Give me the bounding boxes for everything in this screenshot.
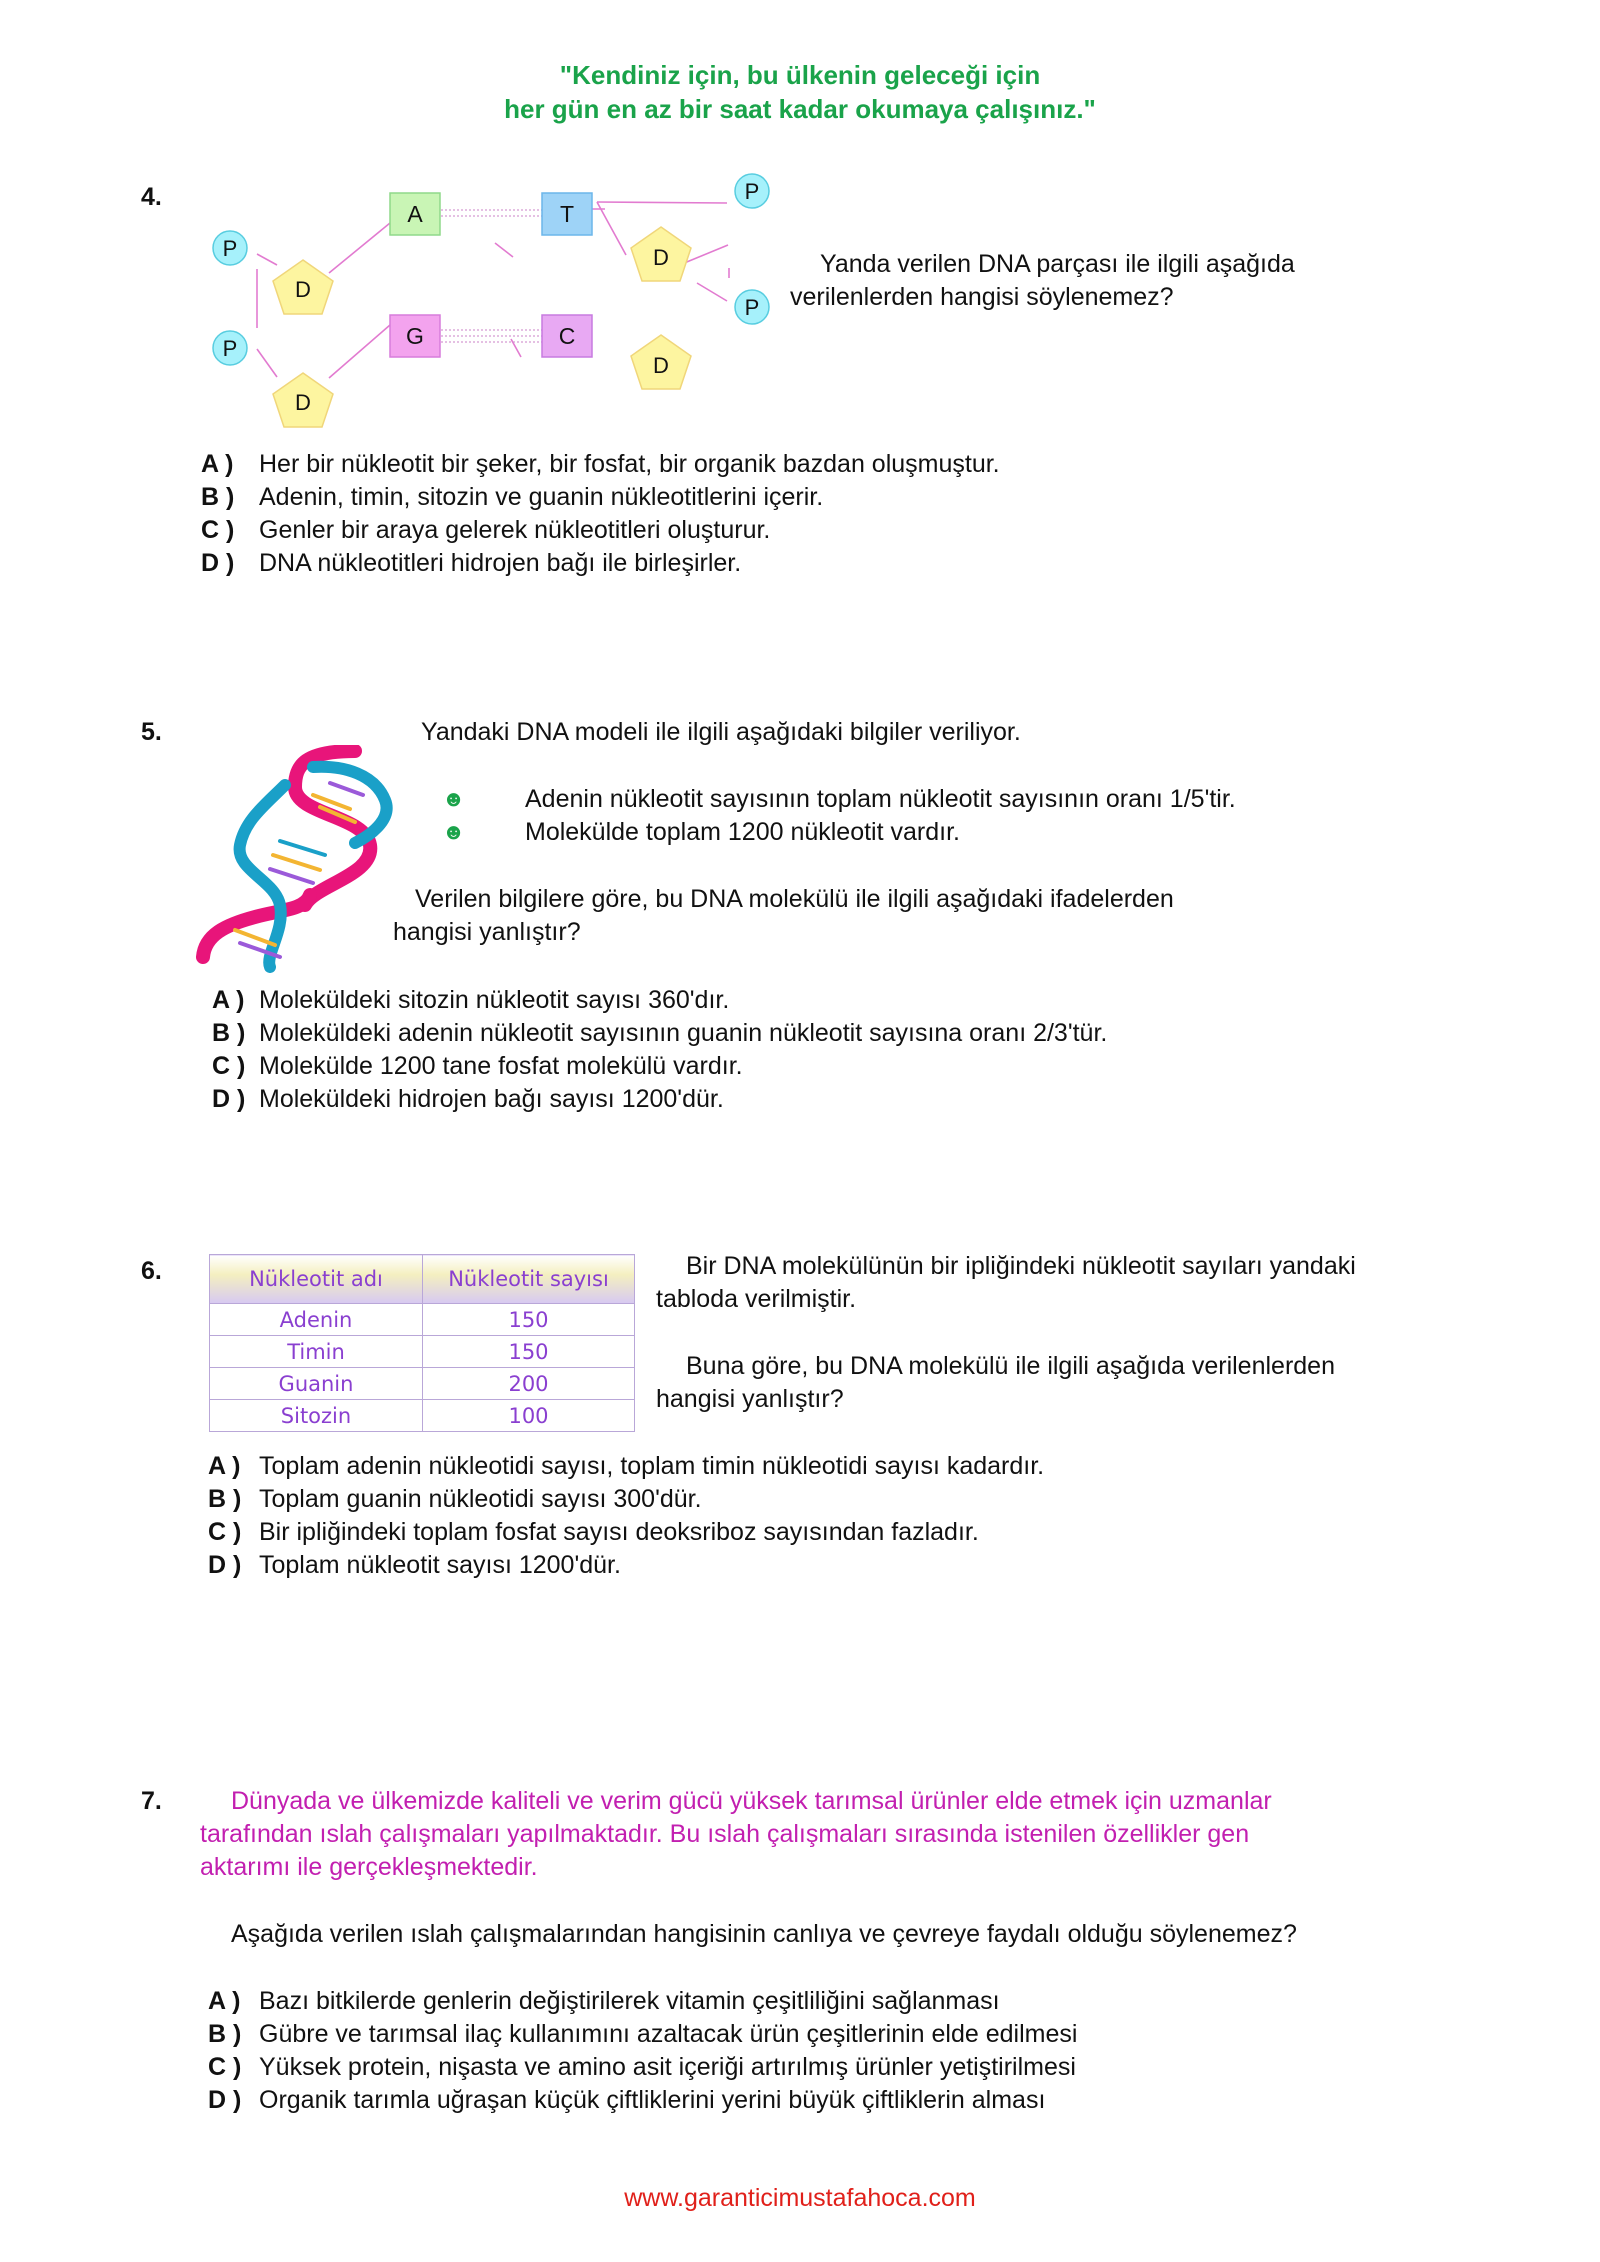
option-d[interactable]: [201, 547, 1000, 580]
question-5-number: 5.: [141, 718, 162, 746]
option-text: Toplam guanin nükleotidi sayısı 300'dür.: [259, 1485, 702, 1513]
phosphate-label: P: [222, 236, 238, 261]
thymine-label: T: [559, 201, 575, 227]
sugar-label: D: [653, 353, 669, 378]
sugar-label: D: [295, 277, 311, 302]
dna-structure-diagram: [195, 165, 795, 440]
question-7-question: Aşağıda verilen ıslah çalışmalarından hangisinin canlıya ve çevreye faydalı olduğu söylenemez?: [231, 1920, 1297, 1948]
option-letter: C ): [208, 2053, 242, 2081]
question-4-stem-line-1: Yanda verilen DNA parçası ile ilgili aşağıda: [820, 250, 1295, 278]
option-a[interactable]: [208, 1450, 1044, 1483]
option-text: Moleküldeki sitozin nükleotit sayısı 360'dır.: [259, 986, 730, 1014]
table-cell: 100: [423, 1400, 635, 1432]
footer-url-link[interactable]: www.garanticimustafahoca.com: [624, 2184, 976, 2212]
question-7-intro-line-2: tarafından ıslah çalışmaları yapılmaktadır. Bu ıslah çalışmaları sırasında istenilen özellikler gen: [200, 1820, 1250, 1848]
phosphate-label: P: [744, 295, 760, 320]
option-letter: C ): [212, 1052, 246, 1080]
option-c[interactable]: [208, 2051, 1077, 2084]
option-d[interactable]: [208, 2084, 1077, 2117]
option-letter: A ): [208, 1452, 241, 1480]
table-row: [210, 1336, 635, 1368]
question-6-options: [208, 1450, 1044, 1582]
question-5-intro: Yandaki DNA modeli ile ilgili aşağıdaki bilgiler veriliyor.: [421, 718, 1021, 746]
adenine-label: A: [407, 201, 423, 227]
sugar-label: D: [295, 390, 311, 415]
option-b[interactable]: [208, 1483, 1044, 1516]
option-text: DNA nükleotitleri hidrojen bağı ile birleşirler.: [259, 549, 742, 577]
option-c[interactable]: [201, 514, 1000, 547]
table-header: Nükleotit sayısı: [423, 1255, 635, 1304]
table-cell: 200: [423, 1368, 635, 1400]
option-letter: C ): [208, 1518, 242, 1546]
question-6-stem-line-2: tabloda verilmiştir.: [656, 1285, 857, 1313]
question-6-question-line-2: hangisi yanlıştır?: [656, 1385, 844, 1413]
motto-line-2: her gün en az bir saat kadar okumaya çalışınız.": [504, 94, 1096, 124]
option-text: Adenin, timin, sitozin ve guanin nükleotitlerini içerir.: [259, 483, 824, 511]
option-a[interactable]: [208, 1985, 1077, 2018]
question-6-question-line-1: Buna göre, bu DNA molekülü ile ilgili aşağıda verilenlerden: [686, 1352, 1335, 1380]
table-cell: Timin: [210, 1336, 423, 1368]
option-d[interactable]: [208, 1549, 1044, 1582]
guanine-label: G: [406, 323, 424, 349]
table-header-row: [210, 1255, 635, 1304]
question-6-stem-line-1: Bir DNA molekülünün bir ipliğindeki nükleotit sayıları yandaki: [686, 1252, 1356, 1280]
option-letter: D ): [208, 2086, 242, 2114]
table-cell: 150: [423, 1304, 635, 1336]
option-text: Molekülde 1200 tane fosfat molekülü vardır.: [259, 1052, 743, 1080]
question-6-number: 6.: [141, 1257, 162, 1285]
bullet-smiley-icon: ☻: [442, 786, 466, 811]
option-c[interactable]: [212, 1050, 1107, 1083]
phosphate-label: P: [222, 336, 238, 361]
option-text: Bir ipliğindeki toplam fosfat sayısı deoksriboz sayısından fazladır.: [259, 1518, 979, 1546]
option-b[interactable]: [201, 481, 1000, 514]
option-letter: D ): [208, 1551, 242, 1579]
table-cell: Sitozin: [210, 1400, 423, 1432]
question-4-number: 4.: [141, 183, 162, 211]
option-text: Bazı bitkilerde genlerin değiştirilerek vitamin çeşitliliğini sağlanması: [259, 1987, 1000, 2015]
dna-helix-illustration: [195, 745, 410, 973]
table-cell: 150: [423, 1336, 635, 1368]
table-row: [210, 1368, 635, 1400]
question-5-question-line-1: Verilen bilgilere göre, bu DNA molekülü ile ilgili aşağıdaki ifadelerden: [415, 885, 1174, 913]
option-letter: D ): [201, 549, 235, 577]
option-b[interactable]: [212, 1017, 1107, 1050]
option-text: Gübre ve tarımsal ilaç kullanımını azaltacak ürün çeşitlerinin elde edilmesi: [259, 2020, 1078, 2048]
option-letter: B ): [212, 1019, 246, 1047]
option-a[interactable]: [201, 448, 1000, 481]
option-letter: B ): [208, 2020, 242, 2048]
question-5-options: [212, 984, 1107, 1116]
option-text: Moleküldeki adenin nükleotit sayısının guanin nükleotit sayısına oranı 2/3'tür.: [259, 1019, 1108, 1047]
option-c[interactable]: [208, 1516, 1044, 1549]
table-cell: Adenin: [210, 1304, 423, 1336]
option-b[interactable]: [208, 2018, 1077, 2051]
option-d[interactable]: [212, 1083, 1107, 1116]
cytosine-label: C: [558, 323, 576, 349]
option-letter: A ): [201, 450, 234, 478]
option-letter: B ): [201, 483, 235, 511]
option-letter: A ): [208, 1987, 241, 2015]
phosphate-label: P: [744, 179, 760, 204]
option-text: Organik tarımla uğraşan küçük çiftliklerini yerini büyük çiftliklerin alması: [259, 2086, 1046, 2114]
table-header: Nükleotit adı: [210, 1255, 423, 1304]
option-text: Moleküldeki hidrojen bağı sayısı 1200'dür.: [259, 1085, 724, 1113]
table-cell: Guanin: [210, 1368, 423, 1400]
question-7-options: [208, 1985, 1077, 2117]
option-text: Toplam nükleotit sayısı 1200'dür.: [259, 1551, 621, 1579]
option-letter: C ): [201, 516, 235, 544]
option-letter: A ): [212, 986, 245, 1014]
table-row: [210, 1400, 635, 1432]
sugar-label: D: [653, 245, 669, 270]
question-7-intro-line-1: Dünyada ve ülkemizde kaliteli ve verim gücü yüksek tarımsal ürünler elde etmek için uzmanlar: [231, 1787, 1272, 1815]
option-letter: B ): [208, 1485, 242, 1513]
option-text: Her bir nükleotit bir şeker, bir fosfat, bir organik bazdan oluşmuştur.: [259, 450, 1000, 478]
question-4-stem-line-2: verilenlerden hangisi söylenemez?: [790, 283, 1174, 311]
question-7-number: 7.: [141, 1787, 162, 1815]
question-7-intro-line-3: aktarımı ile gerçekleşmektedir.: [200, 1853, 538, 1881]
option-text: Genler bir araya gelerek nükleotitleri oluşturur.: [259, 516, 771, 544]
option-text: Toplam adenin nükleotidi sayısı, toplam timin nükleotidi sayısı kadardır.: [259, 1452, 1045, 1480]
table-row: [210, 1304, 635, 1336]
option-a[interactable]: [212, 984, 1107, 1017]
question-5-fact-1: Adenin nükleotit sayısının toplam nükleotit sayısının oranı 1/5'tir.: [525, 785, 1236, 813]
question-5-question-line-2: hangisi yanlıştır?: [393, 918, 581, 946]
motto-line-1: "Kendiniz için, bu ülkenin geleceği için: [559, 60, 1041, 90]
option-letter: D ): [212, 1085, 246, 1113]
question-4-options: [201, 448, 1000, 580]
nucleotide-table: [209, 1254, 635, 1432]
question-5-fact-2: Molekülde toplam 1200 nükleotit vardır.: [525, 818, 960, 846]
option-text: Yüksek protein, nişasta ve amino asit içeriği artırılmış ürünler yetiştirilmesi: [259, 2053, 1076, 2081]
bullet-smiley-icon: ☻: [442, 819, 466, 844]
